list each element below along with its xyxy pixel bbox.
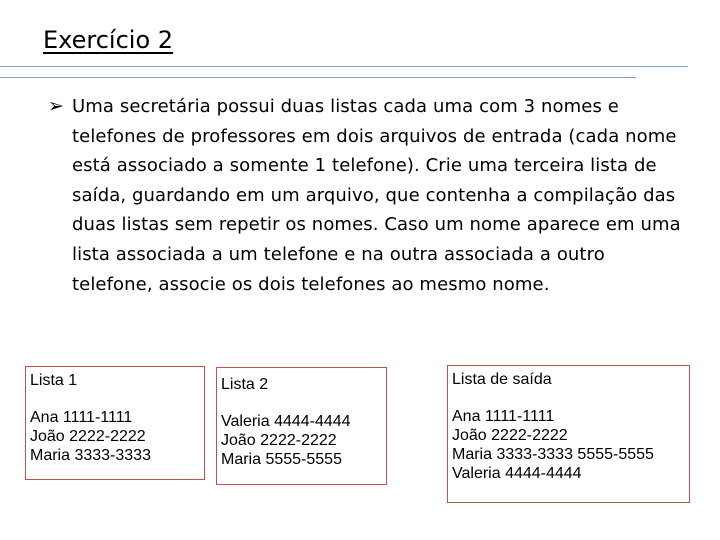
list-item: Ana 1111-1111 [30, 409, 133, 426]
title-divider [0, 66, 688, 67]
list-item: Maria 3333-3333 [30, 447, 151, 464]
list-item: Ana 1111-1111 [452, 408, 555, 425]
list-2-box [216, 367, 387, 485]
exercise-statement: Uma secretária possui duas listas cada uma com 3 nomes e telefones de professores em dois arquivos de entrada (cada nome está associado a somente 1 telefone). Crie uma terceira lista de saída, guardando em um arquivo, que contenha a compilação das duas listas sem repetir os nomes. Caso um nome aparece em uma lista associada a um telefone e na outra associada a outro telefone, associe os dois telefones ao mesmo nome. [72, 96, 681, 295]
output-list-box [447, 365, 690, 503]
list-1-box [25, 366, 205, 480]
list-item: João 2222-2222 [221, 432, 337, 449]
list-2-header: Lista 2 [221, 376, 269, 393]
list-item: João 2222-2222 [30, 428, 146, 445]
list-item: Valeria 4444-4444 [221, 413, 351, 430]
list-item: João 2222-2222 [452, 427, 568, 444]
list-1-header: Lista 1 [30, 372, 78, 389]
slide-title: Exercício 2 [43, 26, 174, 54]
arrow-bullet-icon: ➢ [48, 95, 64, 117]
title-divider-secondary [0, 77, 636, 78]
output-list-header: Lista de saída [452, 371, 552, 388]
list-item: Maria 3333-3333 5555-5555 [452, 446, 654, 463]
list-item: Maria 5555-5555 [221, 451, 342, 468]
list-item: Valeria 4444-4444 [452, 465, 582, 482]
